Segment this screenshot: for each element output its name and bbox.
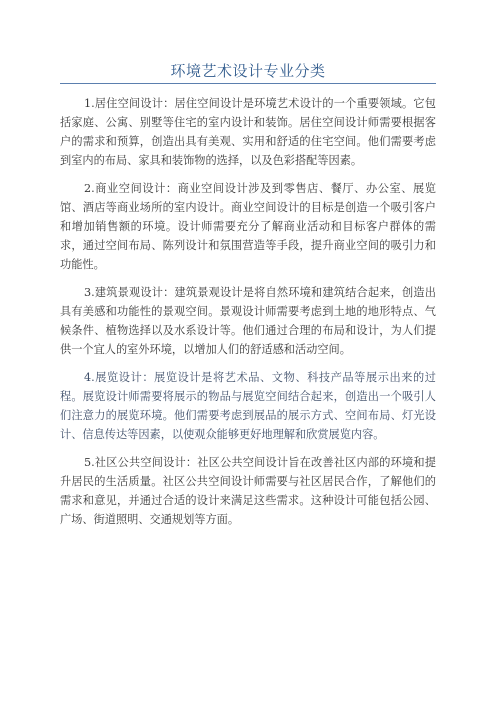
title-underline <box>60 83 436 84</box>
paragraph-residential-space: 1.居住空间设计：居住空间设计是环境艺术设计的一个重要领域。它包括家庭、公寓、别墅等住宅的室内设计和装饰。居住空间设计师需要根据客户的需求和预算，创造出具有美观、实用和舒适的住宅空间。他们需要考虑到室内的布局、家具和装饰物的选择，以及色彩搭配等因素。 <box>60 97 436 167</box>
paragraph-exhibition-design: 4.展览设计：展览设计是将艺术品、文物、科技产品等展示出来的过程。展览设计师需要将展示的物品与展览空间结合起来，创造出一个吸引人们注意力的展览环境。他们需要考虑到展品的展示方式、空间布局、灯光设计、信息传达等因素，以使观众能够更好地理解和欣赏展览内容。 <box>60 371 436 441</box>
paragraph-community-public-space: 5.社区公共空间设计：社区公共空间设计旨在改善社区内部的环境和提升居民的生活质量。社区公共空间设计师需要与社区居民合作，了解他们的需求和意见，并通过合适的设计来满足这些需求。这种设计可能包括公园、广场、街道照明、交通规划等方面。 <box>60 456 436 526</box>
paragraph-commercial-space: 2.商业空间设计：商业空间设计涉及到零售店、餐厅、办公室、展览馆、酒店等商业场所的室内设计。商业空间设计的目标是创造一个吸引客户和增加销售额的环境。设计师需要充分了解商业活动和目标客户群体的需求，通过空间布局、陈列设计和氛围营造等手段，提升商业空间的吸引力和功能性。 <box>60 182 436 271</box>
document-body <box>60 94 436 538</box>
paragraph-landscape-design: 3.建筑景观设计：建筑景观设计是将自然环境和建筑结合起来，创造出具有美感和功能性的景观空间。景观设计师需要考虑到土地的地形特点、气候条件、植物选择以及水系设计等。他们通过合理的布局和设计，为人们提供一个宜人的室外环境，以增加人们的舒适感和活动空间。 <box>60 286 436 356</box>
page-title: 环境艺术设计专业分类 <box>170 62 326 80</box>
